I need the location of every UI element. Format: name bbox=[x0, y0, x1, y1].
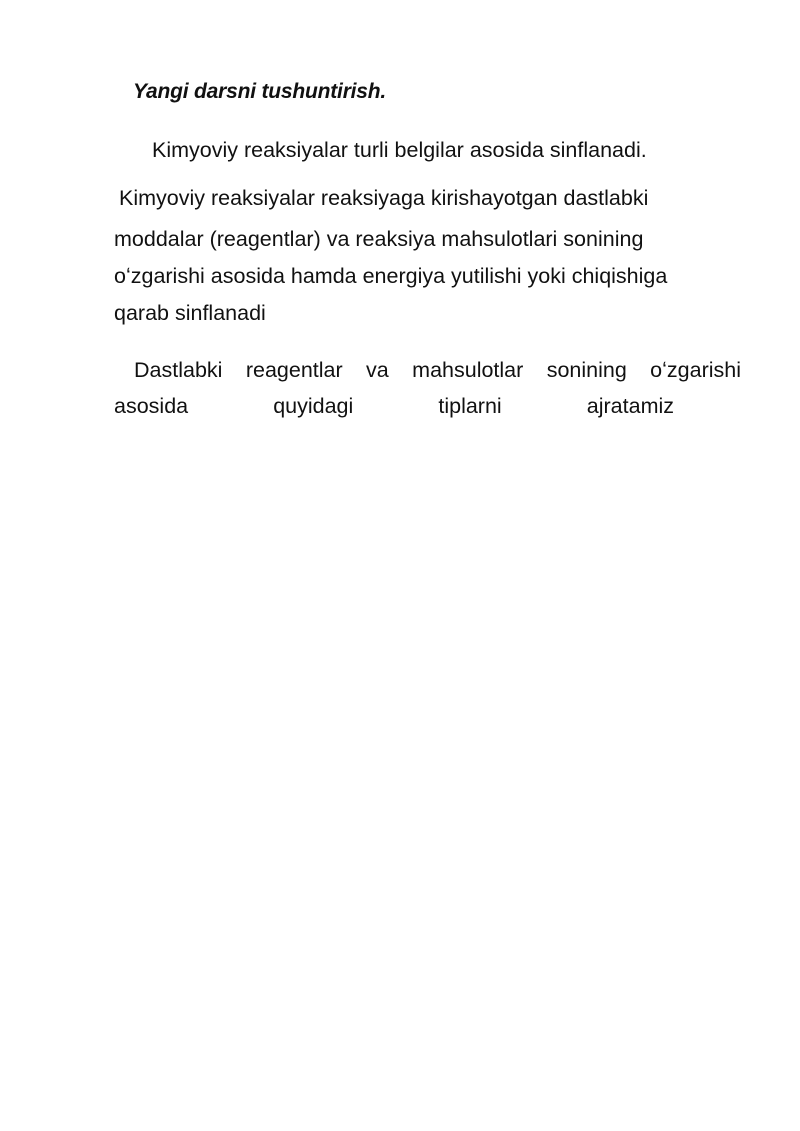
word: sonining bbox=[546, 358, 627, 382]
word: ajratamiz bbox=[586, 394, 674, 418]
word: asosida bbox=[114, 394, 189, 418]
word: reagentlar bbox=[245, 358, 343, 382]
word: oʻzgarishi bbox=[650, 358, 741, 382]
word: tiplarni bbox=[438, 394, 502, 418]
paragraph-2-line-2: moddalar (reagentlar) va reaksiya mahsulotlari sonining bbox=[114, 227, 644, 251]
paragraph-2-line-1: Kimyoviy reaksiyalar reaksiyaga kirishayotgan dastlabki bbox=[119, 186, 649, 210]
paragraph-1: Kimyoviy reaksiyalar turli belgilar asosida sinflanadi. bbox=[152, 138, 647, 162]
paragraph-3-line-1 bbox=[114, 360, 741, 382]
paragraph-3-line-2 bbox=[114, 396, 674, 418]
paragraph-2-line-4: qarab sinflanadi bbox=[114, 301, 266, 325]
word: quyidagi bbox=[273, 394, 354, 418]
word: mahsulotlar bbox=[412, 358, 524, 382]
paragraph-2-line-3: oʻzgarishi asosida hamda energiya yutilishi yoki chiqishiga bbox=[114, 264, 668, 288]
word: Dastlabki bbox=[134, 358, 223, 382]
section-heading: Yangi darsni tushuntirish. bbox=[133, 80, 387, 103]
word: va bbox=[366, 358, 389, 382]
